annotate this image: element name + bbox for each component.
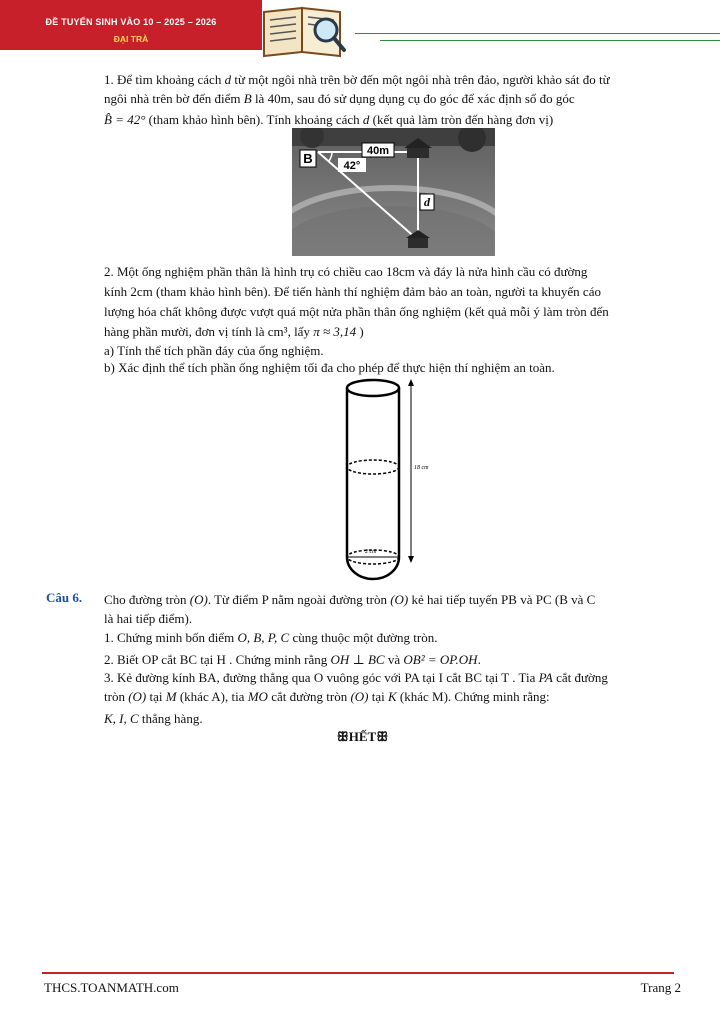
d-label: d: [424, 195, 430, 209]
footer-site: THCS.TOANMATH.com: [44, 980, 179, 995]
header-line: [355, 33, 720, 34]
footer-line: [42, 972, 674, 974]
book-magnifier-icon: [260, 0, 350, 60]
header-subtitle: ĐẠI TRÀ: [113, 34, 149, 44]
header-line: [380, 40, 720, 41]
p2-part-a: a) Tính thể tích phần đáy của ống nghiệm.: [104, 343, 324, 358]
q6-part2: 2. Biết OP cắt BC tại H . Chứng minh rằng OH ⊥ BC và OB² = OP.OH.: [104, 652, 481, 667]
question-6-label: Câu 6.: [46, 590, 83, 605]
diameter-2cm-label: 2 cm: [365, 549, 377, 555]
p2-line1: 2. Một ống nghiệm phần thân là hình trụ có chiều cao 18cm và đáy là nửa hình cầu có đường: [104, 264, 588, 279]
footer-page-number: Trang 2: [640, 980, 681, 995]
q6-line1: Cho đường tròn (O). Từ điểm P nằm ngoài đường tròn (O) kẻ hai tiếp tuyến PB và PC (B và C: [104, 592, 596, 607]
q6-part3-line2: tròn (O) tại M (khác A), tia MO cắt đường tròn (O) tại K (khác M). Chứng minh rằng:: [104, 689, 550, 704]
q6-line2: là hai tiếp điểm).: [104, 611, 193, 626]
test-tube-figure: [335, 375, 439, 590]
header-banner: [0, 0, 262, 50]
end-marker: ꕥHẾTꕥ: [336, 729, 389, 744]
angle-42-label: 42°: [343, 160, 361, 172]
point-b-label: B: [303, 151, 313, 166]
q6-part3-line1: 3. Kẻ đường kính BA, đường thẳng qua O vuông góc với PA tại I cắt BC tại T . Tia PA cắt đường: [104, 670, 608, 685]
header-title: ĐỀ TUYỂN SINH VÀO 10 – 2025 – 2026: [45, 17, 217, 27]
q6-part1: 1. Chứng minh bốn điểm O, B, P, C cùng thuộc một đường tròn.: [104, 630, 438, 645]
p2-line2: kính 2cm (tham khảo hình bên). Để tiến hành thí nghiệm đảm bảo an toàn, người ta khuyến cáo: [104, 284, 601, 299]
survey-photo-figure: [292, 128, 495, 256]
q6-part3-line3: K, I, C thẳng hàng.: [104, 711, 203, 726]
p1-line1: 1. Để tìm khoảng cách d từ một ngôi nhà trên bờ đến một ngôi nhà trên đảo, người khảo sát đo từ: [104, 72, 610, 87]
p1-line3: B̂ = 42° (tham khảo hình bên). Tính khoảng cách d (kết quả làm tròn đến hàng đơn vị): [104, 112, 554, 127]
p2-line3: lượng hóa chất không được vượt quá một nửa phần thân ống nghiệm (kết quả mỗi ý làm tròn đến: [104, 304, 609, 319]
height-18cm-label: 18 cm: [414, 465, 429, 471]
p2-line4: hàng phần mười, đơn vị tính là cm³, lấy π ≈ 3,14 ): [104, 324, 364, 339]
p1-line2: ngôi nhà trên bờ đến điểm B là 40m, sau đó sử dụng dụng cụ đo góc để xác định số đo góc: [104, 91, 575, 106]
p2-part-b: b) Xác định thể tích phần ống nghiệm tối đa cho phép để thực hiện thí nghiệm an toàn.: [104, 360, 555, 375]
distance-40m-label: 40m: [366, 145, 390, 157]
